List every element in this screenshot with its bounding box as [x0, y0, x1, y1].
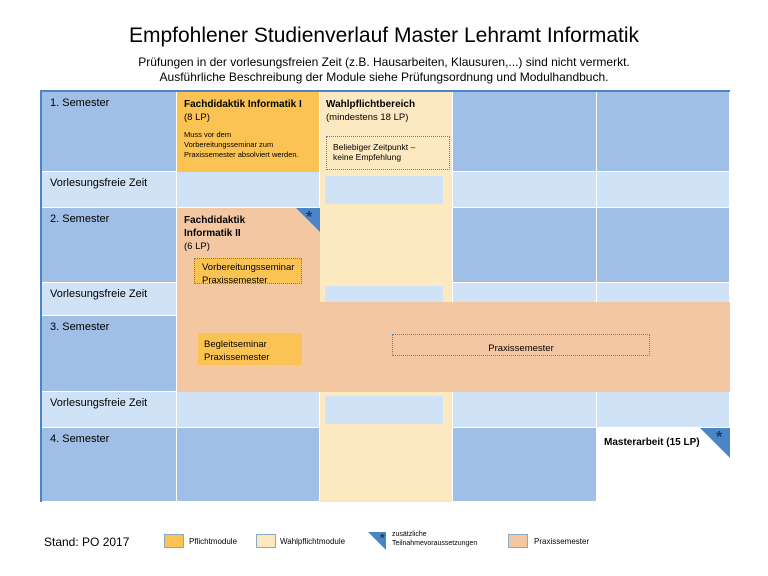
- legend-swatch-praxis: [508, 534, 528, 548]
- legend-label-wahlpflicht: Wahlpflichtmodule: [280, 537, 346, 546]
- stand-label: Stand: PO 2017: [44, 535, 130, 549]
- wahlpflicht-note-line-2: keine Empfehlung: [333, 152, 402, 162]
- legend-label-pflicht: Pflichtmodule: [189, 537, 238, 546]
- row-label-free-time-1: Vorlesungsfreie Zeit: [42, 172, 177, 208]
- wahlpflicht-note-line-1: Beliebiger Zeitpunkt –: [333, 142, 416, 152]
- masterarbeit-title: Masterarbeit (15 LP): [604, 437, 700, 448]
- legend-label-zusatz: [392, 530, 477, 548]
- subtitle-line-2: Ausführliche Beschreibung der Module siehe Prüfungsordnung und Modulhandbuch.: [159, 70, 609, 84]
- legend-swatch-pflicht: [164, 534, 184, 548]
- legend-swatch-wahlpflicht: [256, 534, 276, 548]
- free-time-marker: [325, 176, 443, 204]
- fachdidaktik-1-lp: (8 LP): [184, 112, 210, 123]
- prerequisite-marker-triangle: [700, 428, 730, 458]
- wahlpflicht-note: [326, 136, 450, 170]
- fachdidaktik-2-lp: (6 LP): [184, 241, 210, 252]
- row-label-free-time-2: Vorlesungsfreie Zeit: [42, 283, 177, 316]
- fachdidaktik-1-note-line-3: Praxissemester absolviert werden.: [184, 150, 299, 159]
- module-vorbereitungsseminar: [194, 258, 302, 284]
- module-begleitseminar: [198, 333, 302, 365]
- wahlpflicht-lp: (mindestens 18 LP): [326, 112, 409, 123]
- grid-cell: [453, 392, 597, 428]
- fachdidaktik-1-note-line-2: Vorbereitungsseminar zum: [184, 140, 274, 149]
- grid-cell: [597, 208, 730, 283]
- row-label-semester-4: 4. Semester: [42, 428, 177, 502]
- fachdidaktik-1-title: Fachdidaktik Informatik I: [184, 99, 302, 110]
- begleitseminar-line-2: Praxissemester: [204, 352, 270, 363]
- grid-cell: [453, 92, 597, 172]
- vorbereitungsseminar-line-2: Praxissemester: [202, 275, 268, 286]
- grid-cell: [597, 92, 730, 172]
- grid-cell: [453, 172, 597, 208]
- prerequisite-star-icon: *: [306, 209, 313, 226]
- grid-cell: [597, 392, 730, 428]
- begleitseminar-line-1: Begleitseminar: [204, 339, 267, 350]
- subtitle-line-1: Prüfungen in der vorlesungsfreien Zeit (z.B. Hausarbeiten, Klausuren,...) sind nicht vermerkt.: [138, 55, 630, 69]
- free-time-marker: [325, 396, 443, 424]
- grid-cell: [177, 392, 320, 428]
- fachdidaktik-1-note-line-1: Muss vor dem: [184, 130, 232, 139]
- praxissemester-label: Praxissemester: [488, 343, 554, 354]
- grid-cell: [177, 428, 320, 502]
- wahlpflicht-title: Wahlpflichtbereich: [326, 99, 416, 110]
- row-label-semester-3: 3. Semester: [42, 316, 177, 392]
- legend-zusatz-line-2: Teilnahmevoraussetzungen: [392, 540, 478, 547]
- legend-star-icon: *: [380, 531, 385, 545]
- module-fachdidaktik-1: [177, 92, 320, 172]
- fachdidaktik-2-title-line-2: Informatik II: [184, 228, 241, 239]
- grid-cell: [453, 208, 597, 283]
- prerequisite-star-icon: *: [716, 429, 723, 446]
- study-plan-grid: [40, 90, 730, 502]
- grid-cell: [177, 172, 320, 208]
- fachdidaktik-2-title-line-1: Fachdidaktik: [184, 215, 246, 226]
- row-label-semester-1: 1. Semester: [42, 92, 177, 172]
- module-praxissemester: [392, 334, 650, 356]
- legend-label-praxis: Praxissemester: [534, 537, 590, 546]
- legend-zusatz-line-1: zusätzliche: [392, 531, 427, 538]
- page-title: Empfohlener Studienverlauf Master Lehramt Informatik: [128, 24, 640, 47]
- grid-cell: [597, 172, 730, 208]
- row-label-free-time-3: Vorlesungsfreie Zeit: [42, 392, 177, 428]
- vorbereitungsseminar-line-1: Vorbereitungsseminar: [202, 262, 295, 273]
- row-label-semester-2: 2. Semester: [42, 208, 177, 283]
- grid-cell: [453, 428, 597, 502]
